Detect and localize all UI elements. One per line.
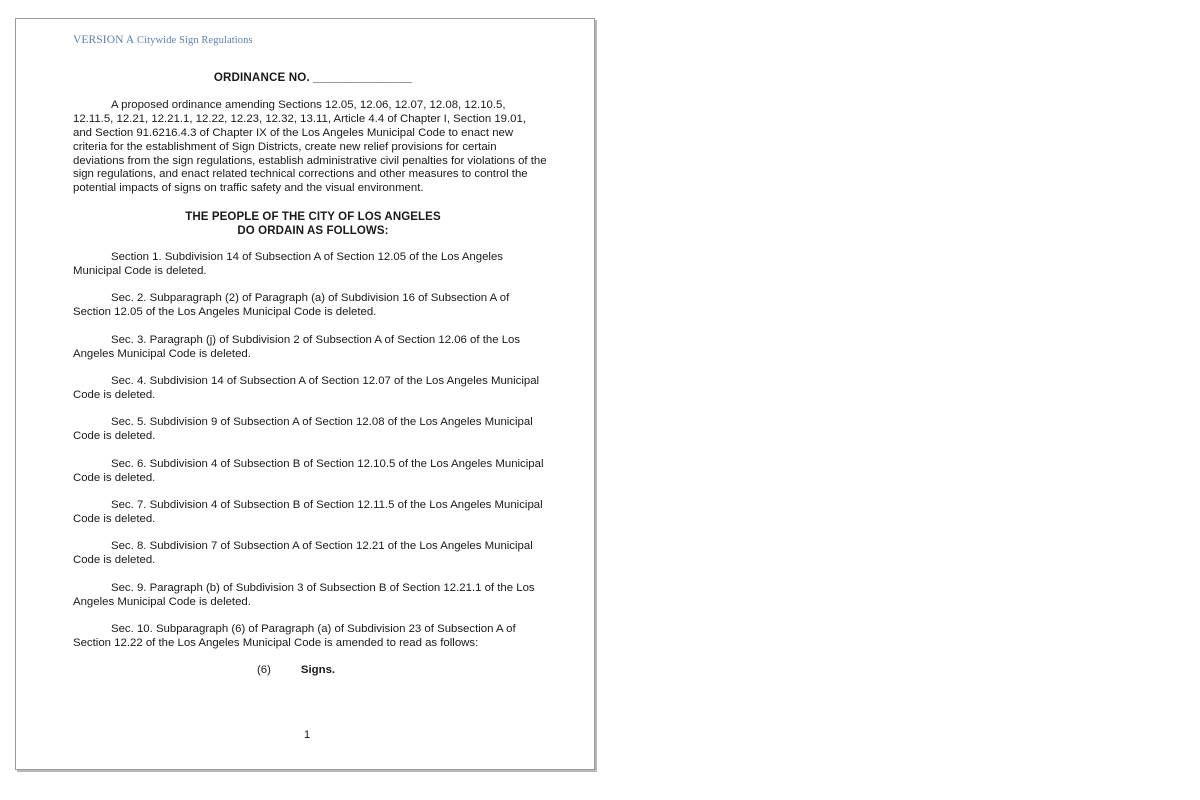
section-paragraph: Sec. 2. Subparagraph (2) of Paragraph (a) of Subdivision 16 of Subsection A of Section 12.05 of the Los Angeles Municipal Code is deleted. [73,292,510,319]
header-subject: Citywide Sign Regulations [137,35,253,46]
section-paragraph: Section 1. Subdivision 14 of Subsection A of Section 12.05 of the Los Angeles Municipal Code is deleted. [73,251,503,278]
section-paragraph: Sec. 3. Paragraph (j) of Subdivision 2 of Subsection A of Section 12.06 of the Los Angeles Municipal Code is deleted. [73,333,521,360]
enacting-clause-line-2: DO ORDAIN AS FOLLOWS: [237,224,389,237]
section-paragraph: Sec. 5. Subdivision 9 of Subsection A of Section 12.08 of the Los Angeles Municipal Code is deleted. [73,416,533,443]
document-page [15,18,595,770]
section-paragraph: Sec. 4. Subdivision 14 of Subsection A of Section 12.07 of the Los Angeles Municipal Code is deleted. [73,375,540,401]
preamble-paragraph: A proposed ordinance amending Sections 12.05, 12.06, 12.07, 12.08, 12.10.5, 12.11.5, 12.21, 12.21.1, 12.22, 12.23, 12.32, 13.11, Article 4.4 of Chapter I, Section 19.01, and Section 91.6216.4.3 of Chapter IX of the Los Angeles Municipal Code to enact new criteria for the establishment of Sign Districts, create new relief provisions for certain deviations from the sign regulations, establish administrative civil penalties for violations of the sign regulations, and enact related technical corrections and other measures to control the potential impacts of signs on traffic safety and the visual environment. [73,98,547,195]
header-version-label: VERSION A [73,34,135,46]
section-paragraph: Sec. 10. Subparagraph (6) of Paragraph (a) of Subdivision 23 of Subsection A of Section 12.22 of the Los Angeles Municipal Code is amended to read as follows: [73,622,516,649]
subparagraph-title: Signs. [300,664,336,677]
document-body [73,71,547,692]
subparagraph-marker: (6) [257,664,271,677]
section-paragraph: Sec. 6. Subdivision 4 of Subsection B of Section 12.10.5 of the Los Angeles Municipal Code is deleted. [73,457,544,484]
page-content-area [16,19,594,769]
section-paragraph: Sec. 7. Subdivision 4 of Subsection B of Section 12.11.5 of the Los Angeles Municipal Code is deleted. [73,499,543,525]
section-paragraph: Sec. 9. Paragraph (b) of Subdivision 3 of Subsection B of Section 12.21.1 of the Los Angeles Municipal Code is deleted. [73,581,535,608]
section-paragraph: Sec. 8. Subdivision 7 of Subsection A of Section 12.21 of the Los Angeles Municipal Code is deleted. [73,540,533,567]
page-title: ORDINANCE NO. _______________ [213,71,413,84]
enacting-clause-line-1: THE PEOPLE OF THE CITY OF LOS ANGELES [185,210,441,223]
page-number: 1 [303,729,311,741]
enacting-clause [73,210,547,238]
running-header [73,34,253,46]
subparagraph-heading [73,664,547,678]
